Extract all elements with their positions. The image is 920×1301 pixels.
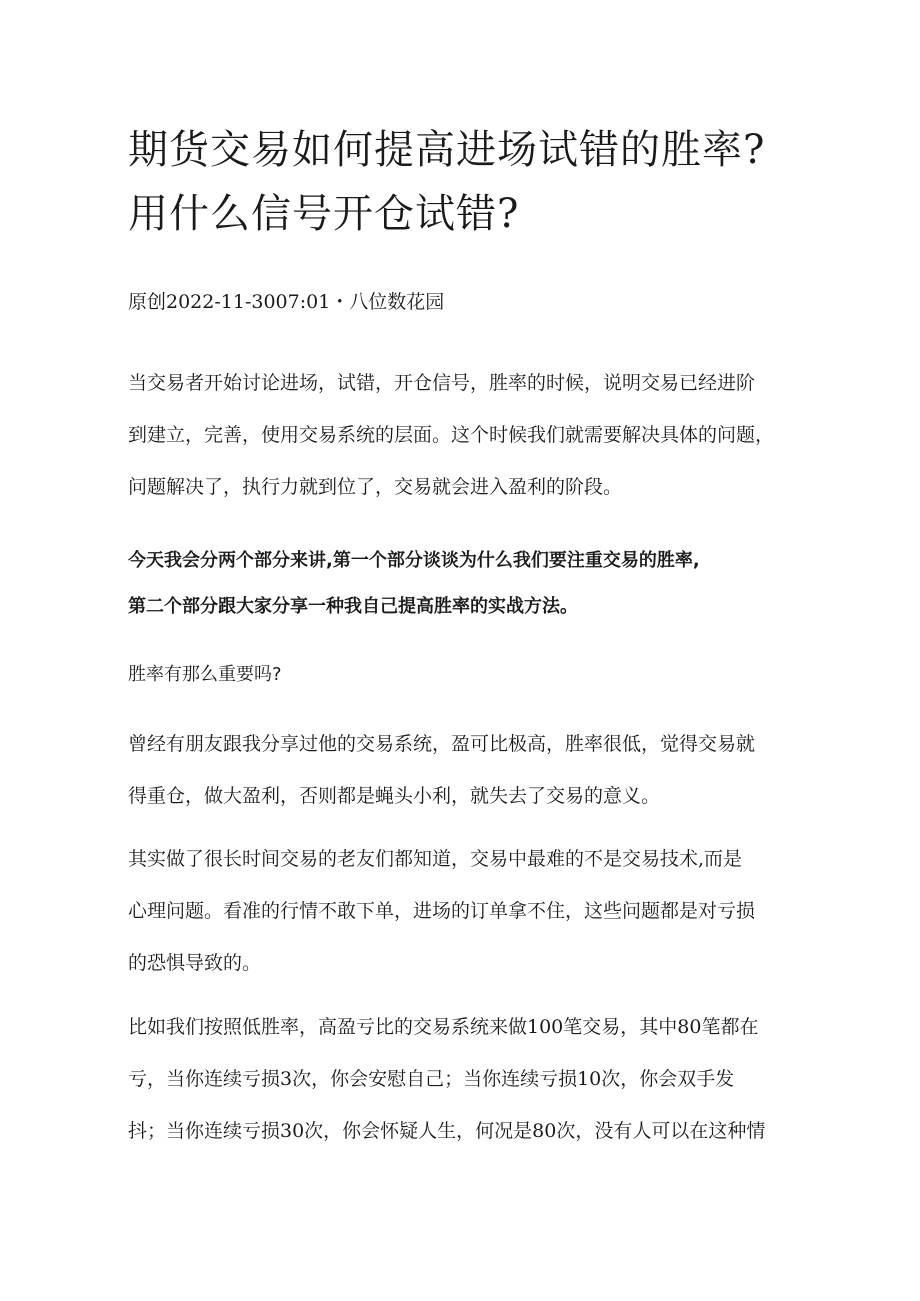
text-line: 得重仓，做大盈利，否则都是蝇头小利，就失去了交易的意义。 <box>128 785 661 807</box>
text-line: 抖；当你连续亏损30次，你会怀疑人生，何况是80次，没有人可以在这种情 <box>128 1120 766 1142</box>
title-line: 期货交易如何提高进场试错的胜率? <box>128 127 766 173</box>
text-line: 问题解决了，执行力就到位了，交易就会进入盈利的阶段。 <box>128 476 623 498</box>
text-line: 到建立，完善，使用交易系统的层面。这个时候我们就需要解决具体的问题， <box>128 424 775 446</box>
paragraph-4 <box>128 833 808 989</box>
text-line: 比如我们按照低胜率，高盈亏比的交易系统来做100笔交易，其中80笔都在 <box>128 1016 759 1038</box>
text-line: 当交易者开始讨论进场，试错，开仓信号，胜率的时候，说明交易已经进阶 <box>128 372 756 394</box>
text-line: 其实做了很长时间交易的老友们都知道，交易中最难的不是交易技术,而是 <box>128 848 743 870</box>
article-meta: 原创2022-11-3007:01・八位数花园 <box>128 291 445 313</box>
paragraph-1 <box>128 357 808 513</box>
title-line: 用什么信号开仓试错? <box>128 191 520 237</box>
text-line: 今天我会分两个部分来讲,第一个部分谈谈为什么我们要注重交易的胜率, <box>128 550 700 571</box>
paragraph-3 <box>128 718 808 822</box>
section-heading: 胜率有那么重要吗? <box>128 664 282 685</box>
text-line: 亏，当你连续亏损3次，你会安慰自己；当你连续亏损10次，你会双手发 <box>128 1068 735 1090</box>
paragraph-5 <box>128 1001 808 1157</box>
article-title <box>128 118 828 246</box>
text-line: 曾经有朋友跟我分享过他的交易系统，盈可比极高，胜率很低，觉得交易就 <box>128 733 756 755</box>
text-line: 第二个部分跟大家分享一种我自己提高胜率的实战方法。 <box>128 596 578 617</box>
paragraph-2-bold <box>128 538 808 630</box>
text-line: 的恐惧导致的。 <box>128 952 262 974</box>
text-line: 心理问题。看准的行情不敢下单，进场的订单拿不住，这些问题都是对亏损 <box>128 900 756 922</box>
